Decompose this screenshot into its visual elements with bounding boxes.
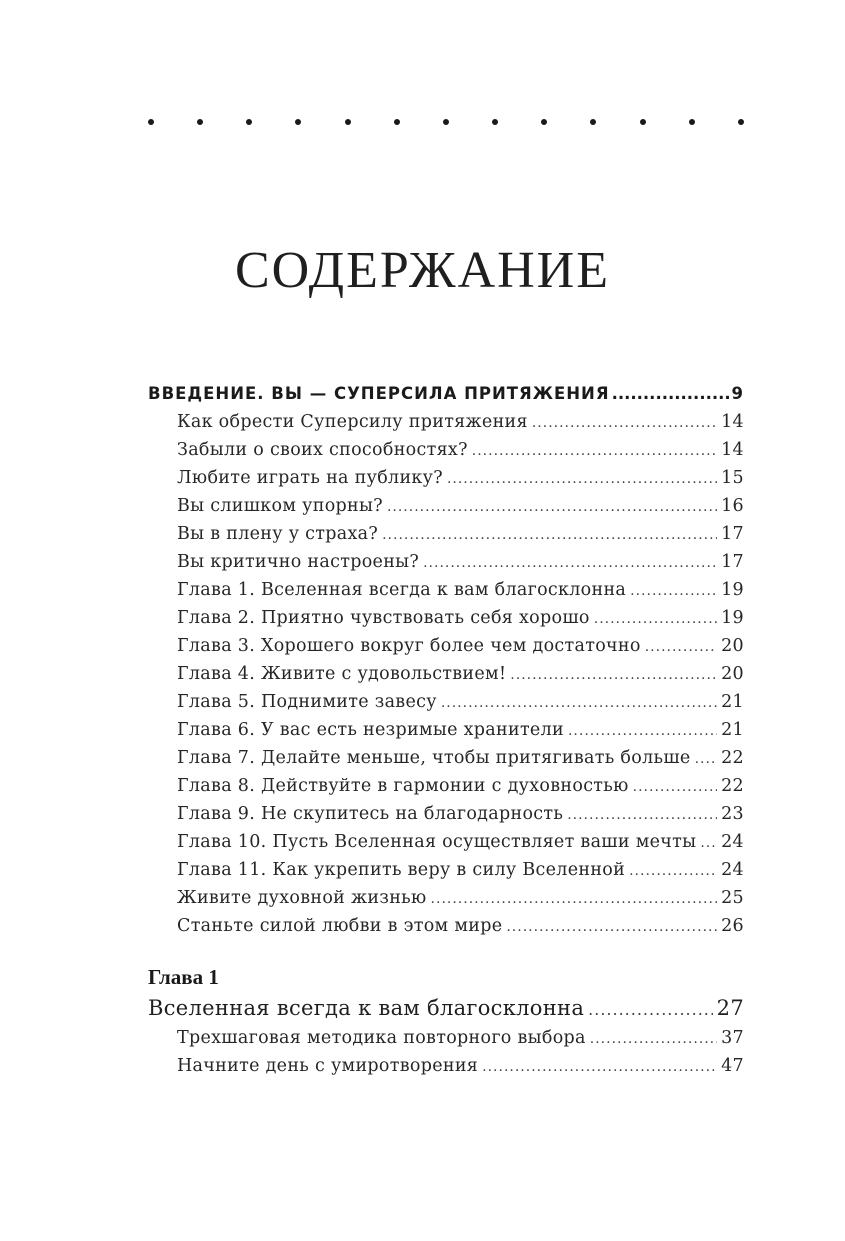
toc-subentry (148, 884, 744, 912)
toc-subentry-title: Вы критично настроены? (177, 552, 420, 572)
toc-subentry (148, 660, 744, 688)
toc-subentry-title: Глава 1. Вселенная всегда к вам благосклонна (177, 580, 627, 600)
toc-subentry-page: 20 (721, 636, 744, 656)
toc-subentry-title: Глава 2. Приятно чувствовать себя хорошо (177, 608, 590, 628)
toc-subentry-page: 21 (721, 720, 744, 740)
toc-subentry (148, 520, 744, 548)
toc-subentry (148, 436, 744, 464)
toc-subentry-page: 20 (721, 664, 744, 684)
toc-subentry (148, 828, 744, 856)
chapter-heading: Глава 1 (148, 965, 219, 989)
toc-leader-dots (633, 773, 717, 800)
dot-ornament-icon (148, 119, 154, 125)
toc-entry-page: 9 (731, 384, 744, 403)
toc-entry-title: Вселенная всегда к вам благосклонна (148, 996, 585, 1020)
dot-ornament-icon (345, 119, 351, 125)
dot-ornament-icon (246, 119, 252, 125)
toc-subentry-title: Начните день с умиротворения (177, 1056, 479, 1076)
toc-leader-dots (612, 380, 730, 408)
toc-subentry-page: 17 (721, 552, 744, 572)
toc-subentry (148, 576, 744, 604)
toc-subentry-title: Глава 8. Действуйте в гармонии с духовностью (177, 776, 629, 796)
toc-subentry (148, 772, 744, 800)
toc-subentry-page: 19 (721, 608, 744, 628)
toc-leader-dots (431, 885, 718, 912)
toc-subentry-page: 23 (721, 804, 744, 824)
dot-ornament-icon (689, 119, 695, 125)
toc-subentry-page: 25 (721, 888, 744, 908)
toc-subentry (148, 800, 744, 828)
toc-leader-dots (629, 857, 717, 884)
toc-subentry-title: Станьте силой любви в этом мире (177, 916, 503, 936)
toc-leader-dots (387, 493, 717, 520)
page-title: СОДЕРЖАНИЕ (235, 242, 610, 299)
toc-subentry-page: 37 (721, 1028, 744, 1048)
toc-subentry-title: Глава 7. Делайте меньше, чтобы притягивать больше (177, 748, 691, 768)
toc-leader-dots (568, 717, 717, 744)
dot-ornament-icon (590, 119, 596, 125)
toc-subentry-title: Глава 11. Как укрепить веру в силу Вселенной (177, 860, 626, 880)
toc-subentry-page: 24 (721, 832, 744, 852)
dot-ornament-icon (197, 119, 203, 125)
toc-subentry-page: 26 (721, 916, 744, 936)
toc-subentry-title: Глава 10. Пусть Вселенная осуществляет ваши мечты (177, 832, 697, 852)
toc-subentry (148, 1024, 744, 1052)
toc-subentry (148, 408, 744, 436)
toc-entry-introduction (148, 380, 744, 408)
toc-entry-title: ВВЕДЕНИЕ. ВЫ — СУПЕРСИЛА ПРИТЯЖЕНИЯ (148, 384, 610, 403)
toc-subentry-page: 17 (721, 524, 744, 544)
toc-subentry (148, 464, 744, 492)
toc-leader-dots (441, 689, 717, 716)
toc-subentry (148, 856, 744, 884)
toc-subentry-title: Глава 4. Живите с удовольствием! (177, 664, 507, 684)
dot-ornament-icon (492, 119, 498, 125)
toc-leader-dots (382, 521, 717, 548)
dot-ornament-icon (443, 119, 449, 125)
toc-subentry-page: 15 (721, 468, 744, 488)
toc-subentry-title: Живите духовной жизнью (177, 888, 427, 908)
toc-subentry-page: 21 (721, 692, 744, 712)
toc-subentry-title: Вы в плену у страха? (177, 524, 379, 544)
toc-leader-dots (588, 994, 713, 1024)
toc-subentry-page: 14 (721, 412, 744, 432)
toc-subentry (148, 492, 744, 520)
toc-subentry (148, 604, 744, 632)
toc-subentry-page: 24 (721, 860, 744, 880)
toc-subentry (148, 632, 744, 660)
dot-ornament-icon (541, 119, 547, 125)
toc-leader-dots (567, 801, 717, 828)
toc-subentry-title: Как обрести Суперсилу притяжения (177, 412, 528, 432)
dot-ornament-icon (295, 119, 301, 125)
toc-subentry-title: Трехшаговая методика повторного выбора (177, 1028, 586, 1048)
dot-ornament-icon (738, 119, 744, 125)
toc-leader-dots (695, 745, 718, 772)
toc-entry-page: 27 (716, 996, 744, 1020)
toc-subentry-page: 22 (721, 748, 744, 768)
toc-leader-dots (472, 437, 717, 464)
dot-ornament-icon (394, 119, 400, 125)
toc-subentry (148, 688, 744, 716)
toc-subentry-title: Глава 9. Не скупитесь на благодарность (177, 804, 564, 824)
toc-subentry-page: 47 (721, 1056, 744, 1076)
toc-subentry-title: Глава 6. У вас есть незримые хранители (177, 720, 564, 740)
toc-leader-dots (645, 633, 717, 660)
toc-subentry-title: Любите играть на публику? (177, 468, 443, 488)
toc-leader-dots (700, 829, 717, 856)
dot-ornament-icon (640, 119, 646, 125)
toc-leader-dots (590, 1025, 717, 1052)
toc-subentry-page: 14 (721, 440, 744, 460)
table-of-contents (148, 380, 744, 1080)
toc-subentry-title: Глава 5. Поднимите завесу (177, 692, 437, 712)
toc-entry-chapter-1 (148, 992, 744, 1024)
toc-leader-dots (594, 605, 717, 632)
toc-subentry (148, 1052, 744, 1080)
toc-subentry-page: 19 (721, 580, 744, 600)
toc-leader-dots (447, 465, 717, 492)
toc-leader-dots (510, 661, 717, 688)
toc-subentry (148, 912, 744, 940)
toc-subentry-title: Вы слишком упорны? (177, 496, 383, 516)
toc-subentry (148, 716, 744, 744)
toc-leader-dots (482, 1053, 717, 1080)
toc-subentry-title: Забыли о своих способностях? (177, 440, 468, 460)
toc-leader-dots (630, 577, 717, 604)
toc-subentry-page: 22 (721, 776, 744, 796)
toc-subentry-page: 16 (721, 496, 744, 516)
toc-subentry (148, 548, 744, 576)
toc-leader-dots (506, 913, 717, 940)
toc-leader-dots (532, 409, 717, 436)
toc-leader-dots (423, 549, 717, 576)
dot-ornament-row (148, 115, 744, 129)
toc-subentry (148, 744, 744, 772)
toc-subentry-title: Глава 3. Хорошего вокруг более чем достаточно (177, 636, 641, 656)
